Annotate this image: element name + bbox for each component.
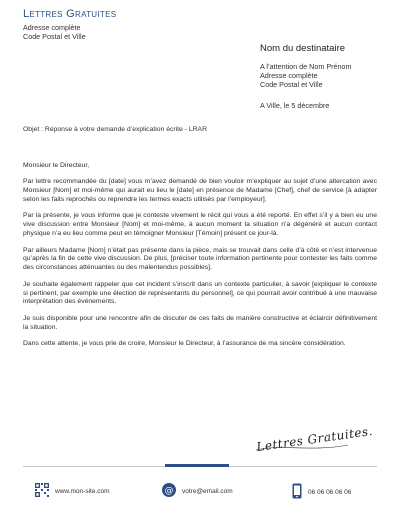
sender-address: Adresse complète bbox=[23, 23, 81, 32]
footer-accent-bar bbox=[165, 464, 229, 467]
paragraph: Par ailleurs Madame [Nom] n’était pas présente dans la pièce, mais se trouvait dans celle d’à côté et n’est intervenue qu’après la fin de cette vive discussion. De plus, [préciser toute information pertinente pour contester les faits comme des circonstances atténuantes ou des malentendus possibles]. bbox=[23, 246, 377, 272]
website-text[interactable]: www.mon-site.com bbox=[55, 487, 110, 495]
footer-email[interactable] bbox=[162, 483, 233, 499]
sender-postal: Code Postal et Ville bbox=[23, 32, 86, 41]
paragraph: Je souhaite également rappeler que cet incident s’inscrit dans un contexte particulier, à savoir [expliquer le contexte si pertinent, par exemple une élection de représentants du personnel], ce qui pourrait avoir contribué à une mauvaise interprétation des événements. bbox=[23, 280, 377, 306]
recipient-block bbox=[260, 62, 352, 89]
paragraph: Par la présente, je vous informe que je conteste vivement le récit qui vous a été reporté. En effet s’il y a bien eu une vive discussion entre Monsieur [Nom] et moi-même, à aucun moment la situation n’a dégénéré et aucun contact physique n’a eu lieu comme peut en témoigner Monsieur [Témoin] présent ce jour-là. bbox=[23, 212, 377, 238]
signature-flourish bbox=[252, 440, 352, 454]
footer-phone[interactable] bbox=[292, 483, 351, 501]
recipient-attention: A l’attention de Nom Prénom bbox=[260, 62, 352, 71]
subject-line: Objet : Réponse à votre demande d’explication écrite - LRAR bbox=[23, 126, 207, 133]
paragraph: Je suis disponible pour une rencontre afin de discuter de ces faits de manière constructive et éclaircir définitivement la situation. bbox=[23, 314, 377, 331]
at-sign-icon bbox=[162, 483, 176, 499]
phone-text[interactable]: 06 06 06 06 06 bbox=[308, 488, 352, 496]
signature: Lettres Gratuites. bbox=[255, 423, 374, 455]
email-text[interactable]: votre@email.com bbox=[182, 487, 233, 495]
smartphone-icon bbox=[292, 483, 302, 501]
salutation: Monsieur le Directeur, bbox=[23, 162, 90, 169]
letter-body bbox=[23, 162, 377, 356]
svg-text:@: @ bbox=[164, 486, 174, 496]
sender-block bbox=[23, 23, 86, 41]
brand-title: Lettres Gratuites bbox=[23, 8, 117, 20]
paragraph: Dans cette attente, je vous prie de croire, Monsieur le Directeur, à l’assurance de ma sincère considération. bbox=[23, 339, 346, 347]
qr-code-icon bbox=[35, 483, 49, 499]
paragraph: Par lettre recommandée du [date] vous m’avez demandé de bien vouloir m’expliquer au sujet d’une altercation avec Monsieur [Nom] et moi-même qui aurait eu lieu le [date] en présence de Madame [Chef], chef de service [à adapter selon les faits reprochés ou reprendre les termes exacts utilisés par l’employeur]. bbox=[23, 178, 377, 204]
recipient-name: Nom du destinataire bbox=[260, 43, 346, 54]
place-date: A Ville, le 5 décembre bbox=[260, 101, 330, 110]
footer-website[interactable] bbox=[35, 483, 110, 499]
recipient-address: Adresse complète bbox=[260, 71, 318, 80]
recipient-postal: Code Postal et Ville bbox=[260, 80, 323, 89]
